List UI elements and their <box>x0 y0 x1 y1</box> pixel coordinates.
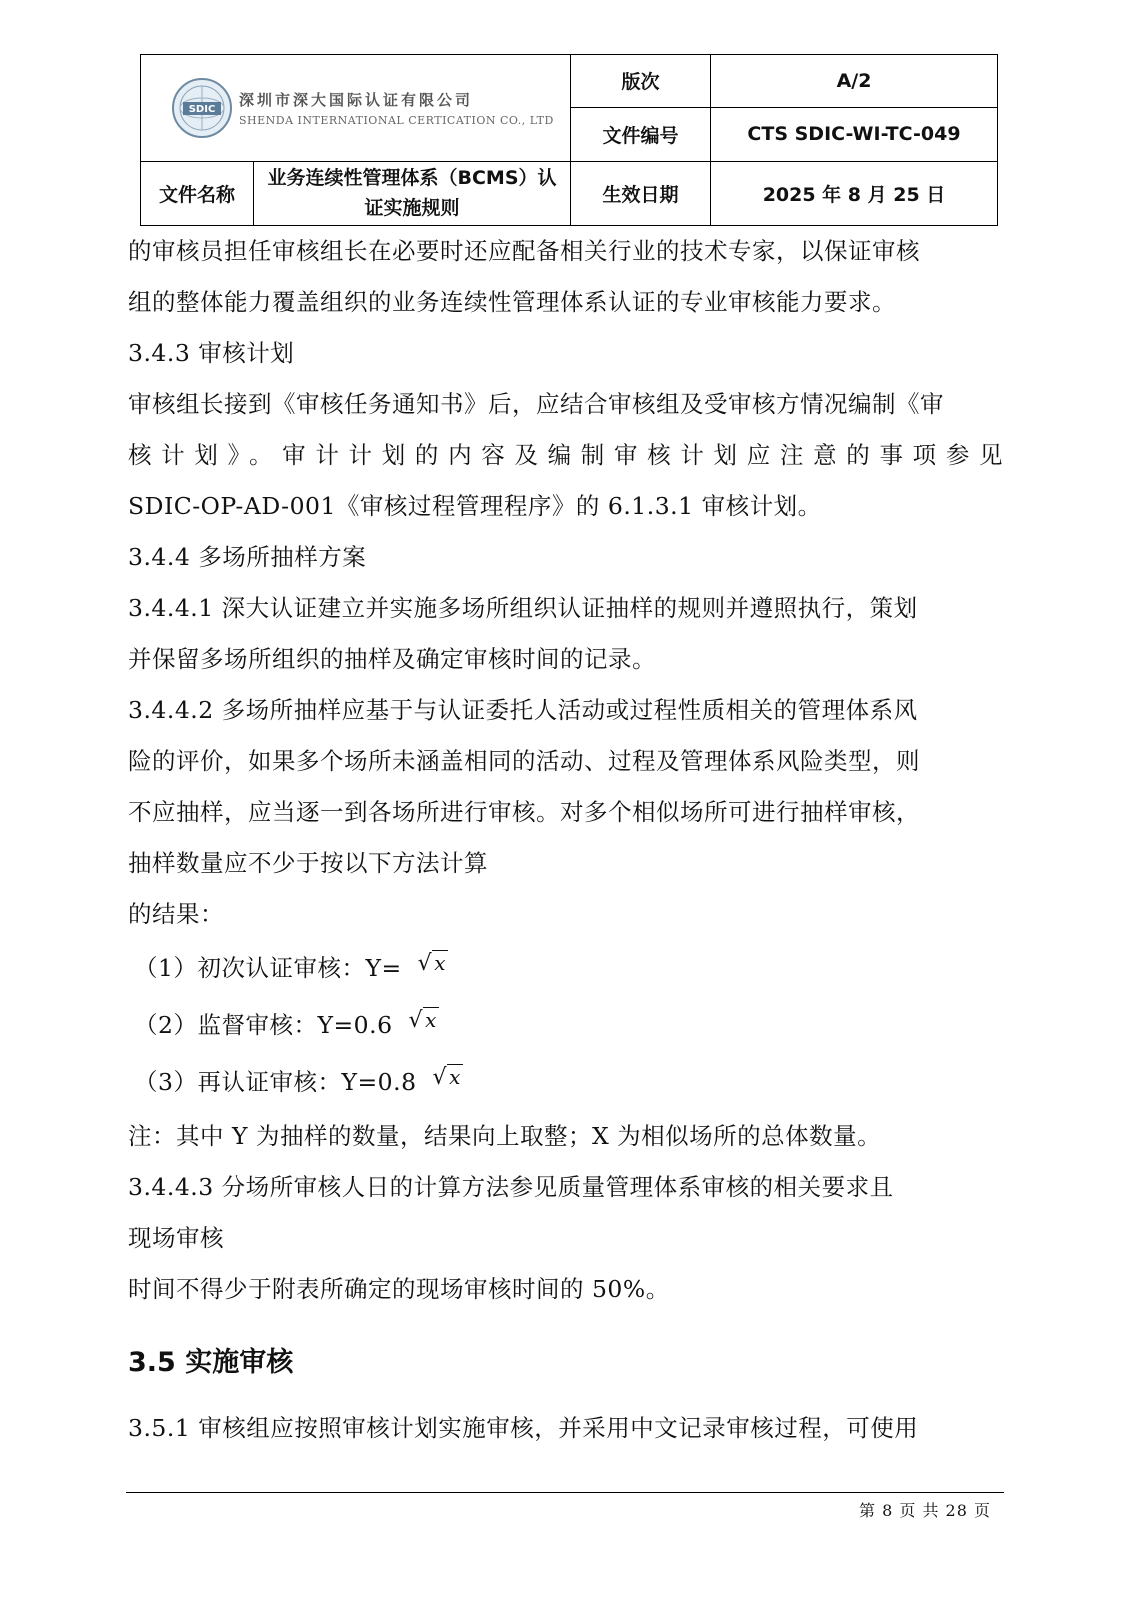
paragraph-line: 核计划》。审计计划的内容及编制审核计划应注意的事项参见 <box>128 441 1003 469</box>
document-name-label: 文件名称 <box>141 161 254 225</box>
sqrt-icon: √ x <box>417 951 446 976</box>
paragraph-line: 3.4.4.2 多场所抽样应基于与认证委托人活动或过程性质相关的管理体系风 <box>128 696 918 724</box>
sqrt-variable: x <box>434 951 446 975</box>
paragraph-line: 险的评价，如果多个场所未涵盖相同的活动、过程及管理体系风险类型，则 <box>128 747 920 775</box>
effective-date-value: 2025 年 8 月 25 日 <box>711 161 998 225</box>
company-logo-icon <box>171 77 233 139</box>
paragraph-line: 3.5.1 审核组应按照审核计划实施审核，并采用中文记录审核过程，可使用 <box>128 1414 919 1442</box>
paragraph-line: 3.4.4.3 分场所审核人日的计算方法参见质量管理体系审核的相关要求且 <box>128 1173 894 1201</box>
sqrt-variable: x <box>449 1065 461 1089</box>
paragraph-line: 3.4.4.1 深大认证建立并实施多场所组织认证抽样的规则并遵照执行，策划 <box>128 594 918 622</box>
paragraph-line: 并保留多场所组织的抽样及确定审核时间的记录。 <box>128 645 656 673</box>
company-name-cn: 深圳市深大国际认证有限公司 <box>239 90 474 109</box>
company-name-en: SHENDA INTERNATIONAL CERTICATION CO., LTD <box>239 113 554 127</box>
section-heading-3-5: 3.5 实施审核 <box>128 1347 294 1378</box>
sqrt-variable: x <box>425 1008 437 1032</box>
formula-recertification-audit <box>128 1054 1003 1111</box>
logo-text: SDIC <box>188 103 216 115</box>
paragraph-line: 抽样数量应不少于按以下方法计算 <box>128 849 488 877</box>
company-logo-cell <box>141 55 571 162</box>
footer-divider <box>126 1492 1004 1493</box>
version-value: A/2 <box>711 55 998 108</box>
paragraph-line: 组的整体能力覆盖组织的业务连续性管理体系认证的专业审核能力要求。 <box>128 288 896 316</box>
document-header-table <box>140 54 998 226</box>
formula-initial-audit <box>128 940 1003 997</box>
paragraph-line: 时间不得少于附表所确定的现场审核时间的 50%。 <box>128 1275 670 1303</box>
subsection-heading-3-4-4: 3.4.4 多场所抽样方案 <box>128 543 367 571</box>
document-name-value: 业务连续性管理体系（BCMS）认证实施规则 <box>254 161 571 225</box>
document-body <box>128 226 1003 1454</box>
subsection-heading-3-4-3: 3.4.3 审核计划 <box>128 339 295 367</box>
paragraph-line: 审核组长接到《审核任务通知书》后，应结合审核组及受审核方情况编制《审 <box>128 390 944 418</box>
formula-text: （3）再认证审核：Y=0.8 <box>134 1068 417 1096</box>
sqrt-icon: √ x <box>408 1008 437 1033</box>
paragraph-line: 的审核员担任审核组长在必要时还应配备相关行业的技术专家，以保证审核 <box>128 237 920 265</box>
document-number-label: 文件编号 <box>571 107 711 161</box>
formula-text: （2）监督审核：Y=0.6 <box>134 1011 393 1039</box>
page-number: 第 8 页 共 28 页 <box>859 1501 991 1520</box>
effective-date-label: 生效日期 <box>571 161 711 225</box>
sqrt-icon: √ x <box>432 1065 461 1090</box>
paragraph-line: 的结果： <box>128 900 224 928</box>
formula-surveillance-audit <box>128 997 1003 1054</box>
formula-text: （1）初次认证审核：Y= <box>134 954 402 982</box>
document-number-value: CTS SDIC-WI-TC-049 <box>711 107 998 161</box>
paragraph-line: 不应抽样，应当逐一到各场所进行审核。对多个相似场所可进行抽样审核， <box>128 798 920 826</box>
paragraph-line: 现场审核 <box>128 1224 224 1252</box>
note-line: 注：其中 Y 为抽样的数量，结果向上取整；X 为相似场所的总体数量。 <box>128 1122 882 1150</box>
version-label: 版次 <box>571 55 711 108</box>
paragraph-line: SDIC-OP-AD-001《审核过程管理程序》的 6.1.3.1 审核计划。 <box>128 492 822 520</box>
